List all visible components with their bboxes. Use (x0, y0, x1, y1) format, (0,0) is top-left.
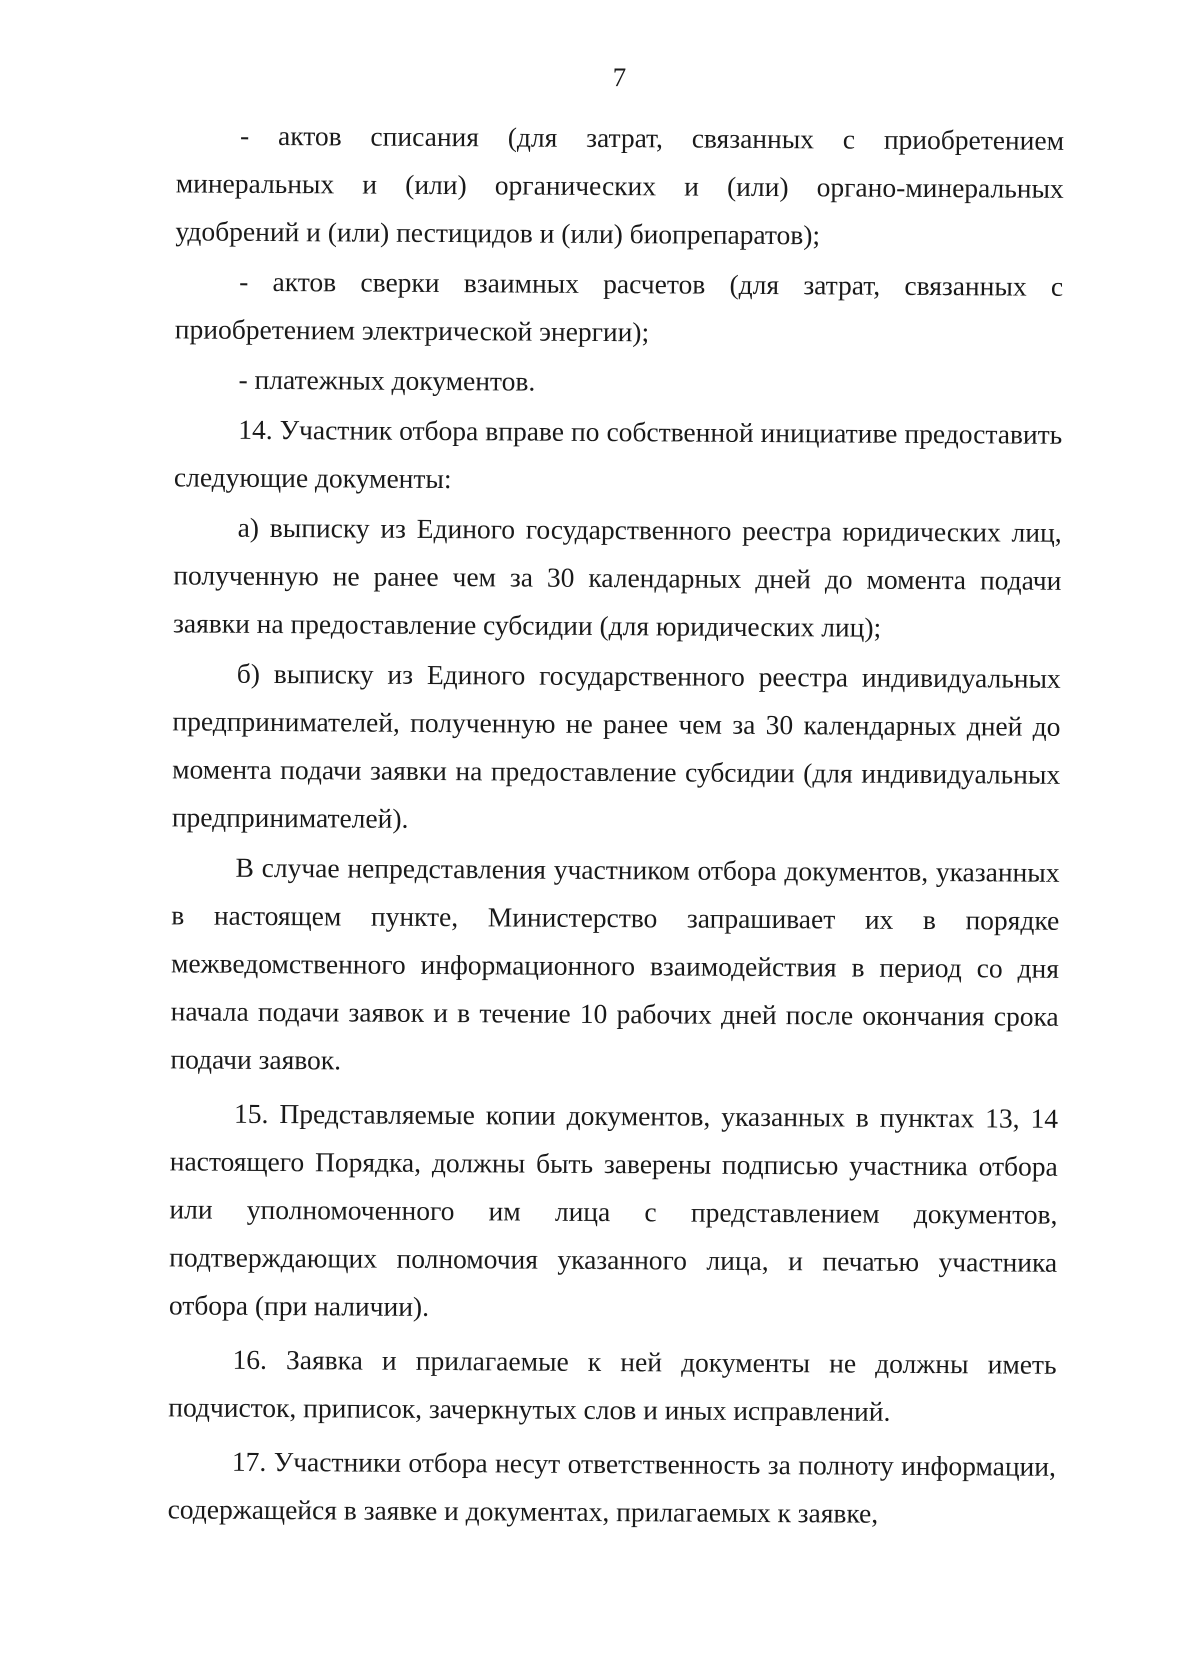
document-body (167, 111, 1064, 1540)
paragraph-item-14: 14. Участник отбора вправе по собственной инициативе предоставить следующие документы: (173, 413, 1063, 495)
paragraph-item-15: 15. Представляемые копии документов, указанных в пунктах 13, 14 настоящего Порядка, должны быть заверены подписью участника отбора или уполномоченного им лица с представлением документов, подтверждающих полномочия указанного лица, и печатью участника отбора (при наличии). (168, 1097, 1059, 1322)
paragraph-non-submission: В случае непредставления участником отбора документов, указанных в настоящем пункте, Министерство запрашивает их в порядке межведомственного информационного взаимодействия в период со дня начала подачи заявок и в течение 10 рабочих дней после окончания срока подачи заявок. (170, 851, 1060, 1076)
paragraph-item-17: 17. Участники отбора несут ответственность за полноту информации, содержащейся в заявке и документах, прилагаемых к заявке, (167, 1445, 1057, 1529)
paragraph-item-16: 16. Заявка и прилагаемые к ней документы не должны иметь подчисток, приписок, зачеркнутых слов и иных исправлений. (168, 1343, 1057, 1427)
paragraph-payment-documents: - платежных документов. (238, 363, 536, 397)
paragraph-acts-reconciliation: - актов сверки взаимных расчетов (для затрат, связанных с приобретением электрической энергии); (174, 265, 1064, 348)
paragraph-item-14-b: б) выписку из Единого государственного реестра индивидуальных предпринимателей, полученную не ранее чем за 30 календарных дней до момента подачи заявки на предоставление субсидии (для индивидуальных предпринимателей). (171, 657, 1061, 834)
paragraph-item-14-a: а) выписку из Единого государственного реестра юридических лиц, полученную не ранее чем за 30 календарных дней до момента подачи заявки на предоставление субсидии (для юридических лиц); (172, 511, 1062, 643)
paragraph-acts-write-off: - актов списания (для затрат, связанных с приобретением минеральных и (или) органических и (или) органо-минеральных удобрений и (или) пестицидов и (или) биопрепаратов); (175, 119, 1065, 251)
page-number: 7 (612, 62, 627, 93)
